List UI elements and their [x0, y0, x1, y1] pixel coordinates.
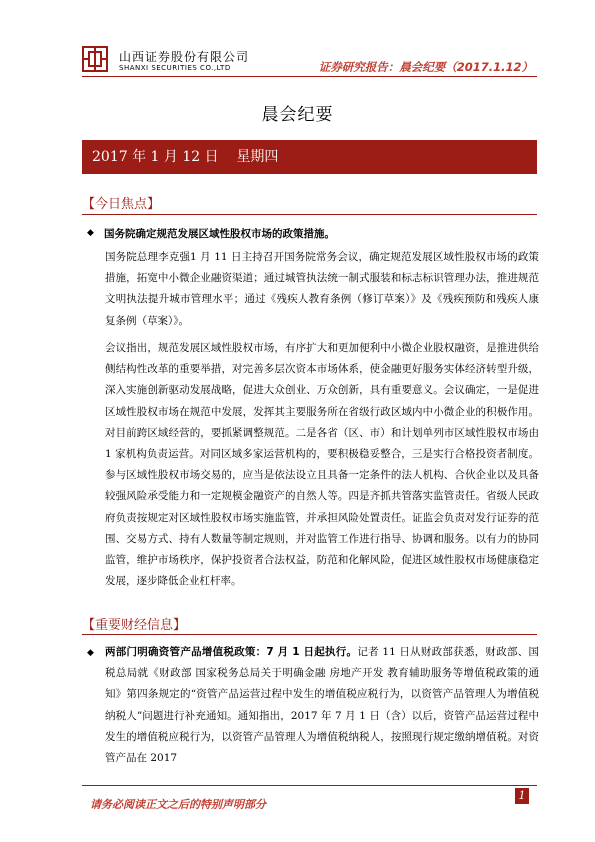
- footer-divider: [82, 785, 537, 786]
- section-divider: [82, 214, 537, 215]
- company-name-en: SHANXI SECURITIES CO.,LTD: [119, 64, 231, 72]
- page-header: [0, 0, 595, 80]
- section-heading-finance: 【重要财经信息】: [82, 618, 187, 633]
- diamond-bullet-icon: ◆: [87, 648, 94, 658]
- company-name-cn: 山西证券股份有限公司: [119, 50, 250, 64]
- finance-item-body: 记者 11 日从财政部获悉，财政部、国税总局就《财政部 国家税务总局关于明确金融 房地产开发 教育辅助服务等增值税政策的通知》第四条规定的“资管产品运营过程中发生的增值税应税行为，以资管产品管理人为增值税纳税人”问题进行补充通知。通知指出，2017 年 7 月 1 日（含）以后，资管产品运营过程中发生的增值税应税行为，以资管产品管理人为增值税纳税人，按照现行规定缴纳增值税。对资管产品在 2017: [105, 646, 539, 765]
- diamond-bullet-icon: ◆: [87, 228, 94, 238]
- header-divider: [82, 76, 537, 77]
- finance-item: [105, 642, 539, 769]
- company-logo-icon: [82, 46, 108, 72]
- report-label: 证券研究报告：晨会纪要（2017.1.12）: [318, 60, 533, 74]
- date-banner: 2017 年 1 月 12 日 星期四: [82, 140, 537, 174]
- section-divider: [82, 634, 537, 635]
- focus-paragraph-1: 国务院总理李克强1 月 11 日主持召开国务院常务会议，确定规范发展区域性股权市场的政策措施，拓宽中小微企业融资渠道；通过城管执法统一制式服装和标志标识管理办法，推进规范文明执法提升城市管理水平；通过《残疾人教育条例（修订草案）》及《残疾预防和残疾人康复条例（草案）》。: [105, 251, 539, 327]
- section-heading-focus: 【今日焦点】: [82, 197, 161, 212]
- footer-notice: 请务必阅读正文之后的特别声明部分: [90, 798, 266, 811]
- focus-paragraph-2: 会议指出，规范发展区域性股权市场，有序扩大和更加便利中小微企业股权融资，是推进供给侧结构性改革的重要举措，对完善多层次资本市场体系，使金融更好服务实体经济转型升级，深入实施创新驱动发展战略，促进大众创业、万众创新，具有重要意义。会议确定，一是促进区域性股权市场在规范中发展，发挥其主要服务所在省级行政区域内中小微企业的积极作用。对目前跨区域经营的，要抓紧调整规范。二是各省（区、市）和计划单列市区域性股权市场由1 家机构负责运营。对同区域多家运营机构的，要积极稳妥整合，三是实行合格投资者制度。参与区域性股权市场交易的，应当是依法设立且具备一定条件的法人机构、合伙企业以及具备较强风险承受能力和一定规模金融资产的自然人等。四是齐抓共管落实监管责任。省级人民政府负责按规定对区域性股权市场实施监管，并承担风险处置责任。证监会负责对发行证券的范围、交易方式、持有人数量等制定规则，并对监管工作进行指导、协调和服务。以有力的协同监管，维护市场秩序，保护投资者合法权益，防范和化解风险，促进区域性股权市场健康稳定发展，逐步降低企业杠杆率。: [105, 342, 539, 588]
- page-number: 1: [515, 788, 529, 804]
- page-title: 晨会纪要: [261, 105, 334, 125]
- finance-item-title: 两部门明确资管产品增值税政策：7 月 1 日起执行。: [105, 646, 358, 658]
- focus-item-title: 国务院确定规范发展区域性股权市场的政策措施。: [104, 228, 335, 240]
